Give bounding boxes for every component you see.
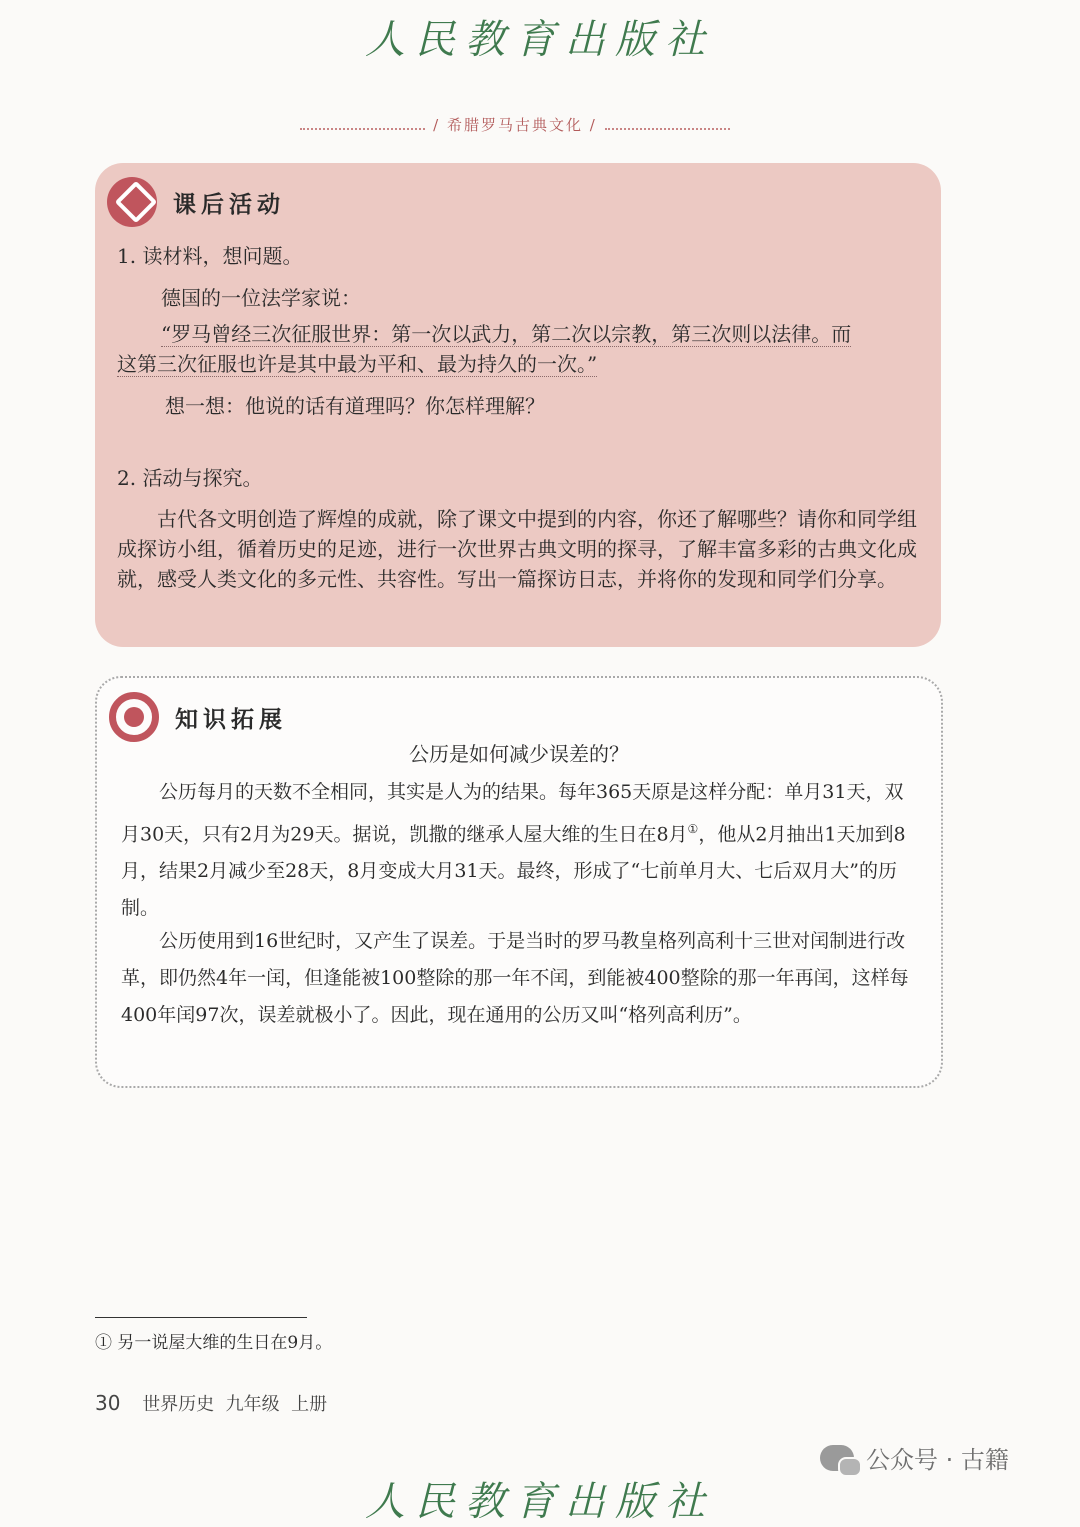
- watermark-text: 公众号 · 古籍: [866, 1446, 1009, 1474]
- question-1-label: 1. 读材料，想问题。: [117, 244, 303, 268]
- question-2-text: 古代各文明创造了辉煌的成就，除了课文中提到的内容，你还了解哪些？请你和同学组成探访小组，循着历史的足迹，进行一次世界古典文明的探寻，了解丰富多彩的古典文化成就，感受人类文化的多元性、共容性。写出一篇探访日志，并将你的发现和同学们分享。: [117, 507, 917, 591]
- knowledge-paragraph-2: 公历使用到16世纪时，又产生了误差。于是当时的罗马教皇格列高利十三世对闰制进行改革，即仍然4年一闰，但逢能被100整除的那一年不闰，到能被400整除的那一年再闰，这样每400年闰97次，误差就极小了。因此，现在通用的公历又叫“格列高利历”。: [121, 930, 909, 1026]
- activity-heading: [107, 177, 285, 227]
- question-1-question: 想一想：他说的话有道理吗？你怎样理解？: [165, 394, 545, 418]
- wechat-watermark: [820, 1440, 1009, 1475]
- book-title: 世界历史 九年级 上册: [142, 1394, 328, 1415]
- knowledge-title: 知识拓展: [175, 706, 287, 733]
- knowledge-heading: [109, 692, 287, 742]
- knowledge-subtitle: 公历是如何减少误差的？: [409, 742, 629, 766]
- question-2-label: 2. 活动与探究。: [117, 466, 263, 490]
- knowledge-extension-box: [95, 676, 943, 1088]
- question-1-quote-line1: “罗马曾经三次征服世界：第一次以武力，第二次以宗教，第三次则以法律。而: [161, 322, 852, 346]
- after-class-activity-box: [95, 163, 941, 647]
- knowledge-paragraph-1: 公历每月的天数不全相同，其实是人为的结果。每年365天原是这样分配：单月31天，双月30天，只有2月为29天。据说，凯撒的继承人屋大维的生日在8月①，他从2月抽出1天加到8月，结果2月减少至28天，8月变成大月31天。最终，形成了“七前单月大、七后双月大”的历制。: [121, 781, 906, 920]
- activity-icon: [107, 177, 157, 227]
- publisher-logo-bottom: 人民教育出版社: [365, 1479, 715, 1525]
- footnote-divider: [95, 1317, 307, 1318]
- chapter-header: [300, 114, 730, 135]
- publisher-logo-top: 人民教育出版社: [365, 17, 715, 63]
- header-dots-left: [300, 120, 425, 130]
- chapter-header-text: / 希腊罗马古典文化 /: [433, 116, 597, 134]
- footnote: ① 另一说屋大维的生日在9月。: [95, 1333, 333, 1353]
- question-1-quote-line2: 这第三次征服也许是其中最为平和、最为持久的一次。”: [117, 352, 598, 376]
- question-1-intro: 德国的一位法学家说：: [161, 286, 361, 310]
- activity-title: 课后活动: [173, 191, 285, 218]
- knowledge-icon: [109, 692, 159, 742]
- footnote-marker: ①: [687, 822, 699, 836]
- wechat-icon: [820, 1445, 854, 1471]
- header-dots-right: [605, 120, 730, 130]
- page-footer: [95, 1390, 327, 1416]
- page-number: 30: [95, 1391, 121, 1415]
